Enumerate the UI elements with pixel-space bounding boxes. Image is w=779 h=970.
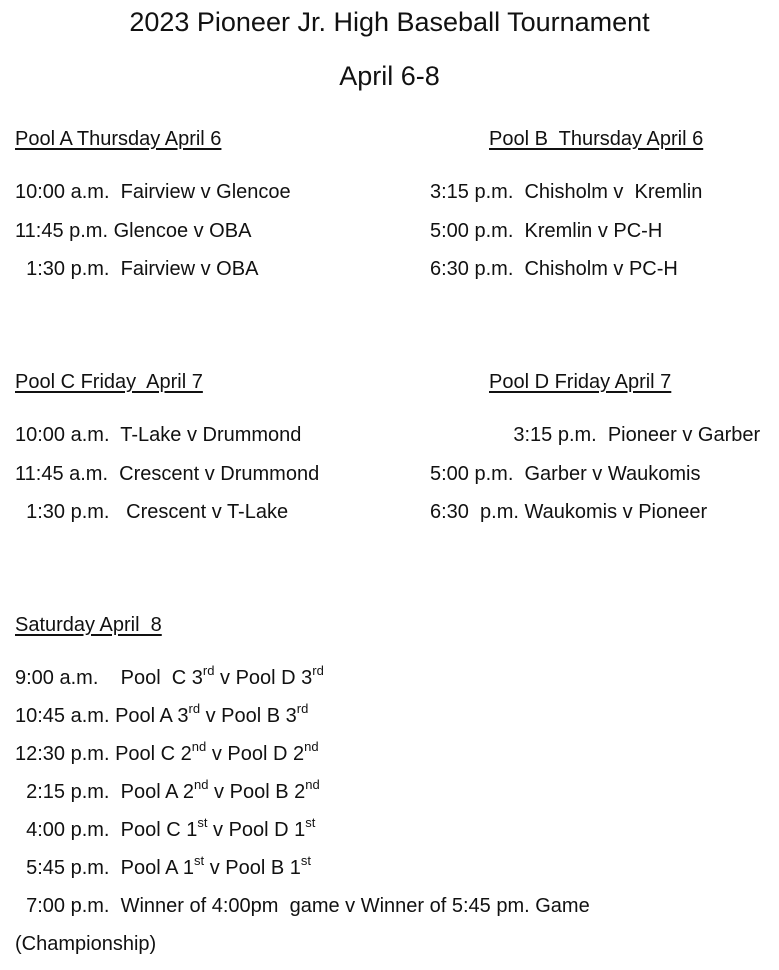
ordinal: st: [305, 815, 316, 830]
team-b: v Pool D 3: [214, 667, 313, 689]
team-b: v Pool B 3: [200, 705, 297, 727]
team-b: v Pool B 2: [208, 781, 306, 803]
team-a: Pool C 3: [120, 667, 203, 689]
saturday-game-3: [15, 739, 590, 780]
tournament-dates: April 6-8: [339, 61, 440, 91]
pool-c-game-3: 1:30 p.m. Crescent v T-Lake: [15, 501, 289, 523]
pool-b-heading: Pool B Thursday April 6: [489, 128, 704, 150]
ordinal: rd: [312, 663, 324, 678]
pool-d-game-2: 5:00 p.m. Garber v Waukomis: [430, 462, 701, 485]
pool-a-heading: Pool A Thursday April 6: [15, 128, 222, 150]
saturday-game-4: [15, 777, 590, 818]
pool-b-game-1: 3:15 p.m. Chisholm v Kremlin: [430, 181, 703, 203]
saturday-game-2: [15, 701, 590, 742]
ordinal: rd: [202, 663, 215, 678]
pool-c-game-2: 11:45 a.m. Crescent v Drummond: [15, 462, 320, 485]
saturday-heading: Saturday April 8: [15, 614, 162, 636]
pool-a-game-3: 1:30 p.m. Fairview v OBA: [15, 258, 259, 280]
ordinal: rd: [296, 701, 309, 716]
game-time: 12:30 p.m.: [15, 743, 110, 765]
team-a: Pool A 1: [120, 857, 195, 879]
game-time: 4:00 p.m.: [15, 819, 110, 841]
ordinal: nd: [305, 777, 320, 792]
team-a: Pool C 1: [120, 819, 198, 841]
ordinal: nd: [194, 777, 209, 792]
pool-d-game-1: 3:15 p.m. Pioneer v Garber: [430, 424, 761, 446]
pool-c-schedule: [15, 370, 319, 539]
team-b: v Pool D 2: [206, 743, 305, 765]
pool-b-schedule: [430, 127, 703, 296]
ordinal: st: [197, 815, 208, 830]
team-a: Pool C 2: [115, 743, 192, 765]
team-b: v Pool D 1: [207, 819, 306, 841]
game-time: 10:45 a.m.: [15, 705, 110, 727]
ordinal: rd: [188, 701, 201, 716]
saturday-game-6: [15, 853, 590, 894]
ordinal: st: [194, 853, 205, 868]
pool-a-game-2: 11:45 p.m. Glencoe v OBA: [15, 219, 252, 242]
ordinal: nd: [304, 739, 319, 754]
ordinal: nd: [191, 739, 207, 754]
team-a: Pool A 3: [115, 705, 189, 727]
ordinal: st: [300, 853, 311, 868]
game-time: 9:00 a.m.: [15, 667, 99, 689]
team-a: Pool A 2: [120, 781, 195, 803]
pool-a-schedule: [15, 127, 291, 296]
saturday-game-1: [15, 663, 590, 704]
pool-d-game-3: 6:30 p.m. Waukomis v Pioneer: [430, 501, 708, 523]
pool-b-game-3: 6:30 p.m. Chisholm v PC-H: [430, 258, 678, 280]
pool-d-heading: Pool D Friday April 7: [489, 371, 672, 393]
pool-b-game-2: 5:00 p.m. Kremlin v PC-H: [430, 219, 663, 242]
championship-game: 7:00 p.m. Winner of 4:00pm game v Winner of 5:45 pm. Game: [15, 895, 590, 917]
pool-a-game-1: 10:00 a.m. Fairview v Glencoe: [15, 181, 291, 203]
saturday-game-5: [15, 815, 590, 856]
team-b: v Pool B 1: [204, 857, 301, 879]
game-time: 5:45 p.m.: [15, 857, 110, 879]
pool-c-game-1: 10:00 a.m. T-Lake v Drummond: [15, 424, 302, 446]
game-time: 2:15 p.m.: [15, 781, 110, 803]
pool-d-schedule: [430, 370, 760, 539]
pool-c-heading: Pool C Friday April 7: [15, 371, 203, 393]
page-title: 2023 Pioneer Jr. High Baseball Tournament: [129, 7, 650, 37]
saturday-schedule: [15, 613, 590, 970]
championship-note: (Championship): [15, 933, 157, 955]
